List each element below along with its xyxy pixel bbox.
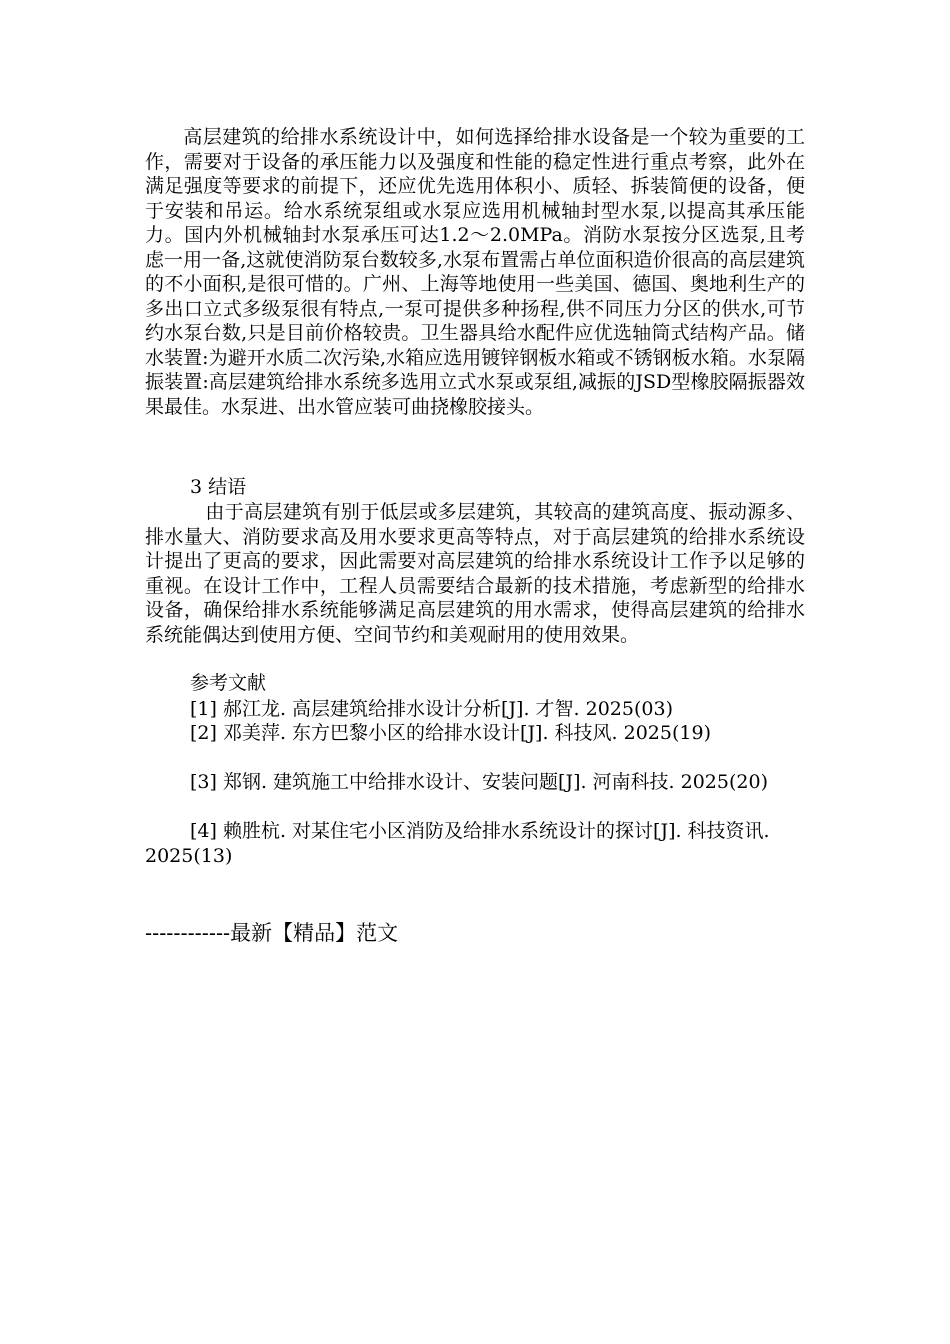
section-heading: 3 结语 (190, 476, 247, 498)
reference-item: [3] 郑钢. 建筑施工中给排水设计、安装问题[J]. 河南科技. 2025(20) (190, 771, 768, 793)
paragraph-2-text: 由于高层建筑有别于低层或多层建筑，其较高的建筑高度、振动源多、排水量大、消防要求高及用水要求更高等特点，对于高层建筑的给排水系统设计提出了更高的要求，因此需要对高层建筑的给排水系统设计工作予以足够的重视。在设计工作中，工程人员需要结合最新的技术措施，考虑新型的给排水设备，确保给排水系统能够满足高层建筑的用水需求，使得高层建筑的给排水系统能偶达到使用方便、空间节约和美观耐用的使用效果。 (145, 501, 805, 646)
reference-item: [2] 邓美萍. 东方巴黎小区的给排水设计[J]. 科技风. 2025(19) (190, 722, 711, 744)
body-paragraph-2 (145, 500, 805, 647)
references-title: 参考文献 (190, 672, 267, 694)
reference-item: [4] 赖胜杭. 对某住宅小区消防及给排水系统设计的探讨[J]. 科技资讯. 2025(13) (145, 820, 770, 867)
paragraph-1-text: 高层建筑的给排水系统设计中，如何选择给排水设备是一个较为重要的工作，需要对于设备的承压能力以及强度和性能的稳定性进行重点考察，此外在满足强度等要求的前提下，还应优先选用体积小、质轻、拆装简便的设备，便于安装和吊运。给水系统泵组或水泵应选用机械轴封型水泵,以提高其承压能力。国内外机械轴封水泵承压可达1.2～2.0MPa。消防水泵按分区选泵,且考虑一用一备,这就使消防泵台数较多,水泵布置需占单位面积造价很高的高层建筑的不小面积,是很可惜的。广州、上海等地使用一些美国、德国、奥地利生产的多出口立式多级泵很有特点,一泵可提供多种扬程,供不同压力分区的供水,可节约水泵台数,只是目前价格较贵。卫生器具给水配件应优选轴筒式结构产品。储水装置:为避开水质二次污染,水箱应选用镀锌钢板水箱或不锈钢板水箱。水泵隔振装置:高层建筑给排水系统多选用立式水泵或泵组,减振的JSD型橡胶隔振器效果最佳。水泵进、出水管应装可曲挠橡胶接头。 (145, 126, 805, 418)
footer-text: ------------最新【精品】范文 (145, 921, 399, 945)
body-paragraph-1 (145, 125, 805, 419)
reference-item: [1] 郝江龙. 高层建筑给排水设计分析[J]. 才智. 2025(03) (190, 698, 673, 720)
